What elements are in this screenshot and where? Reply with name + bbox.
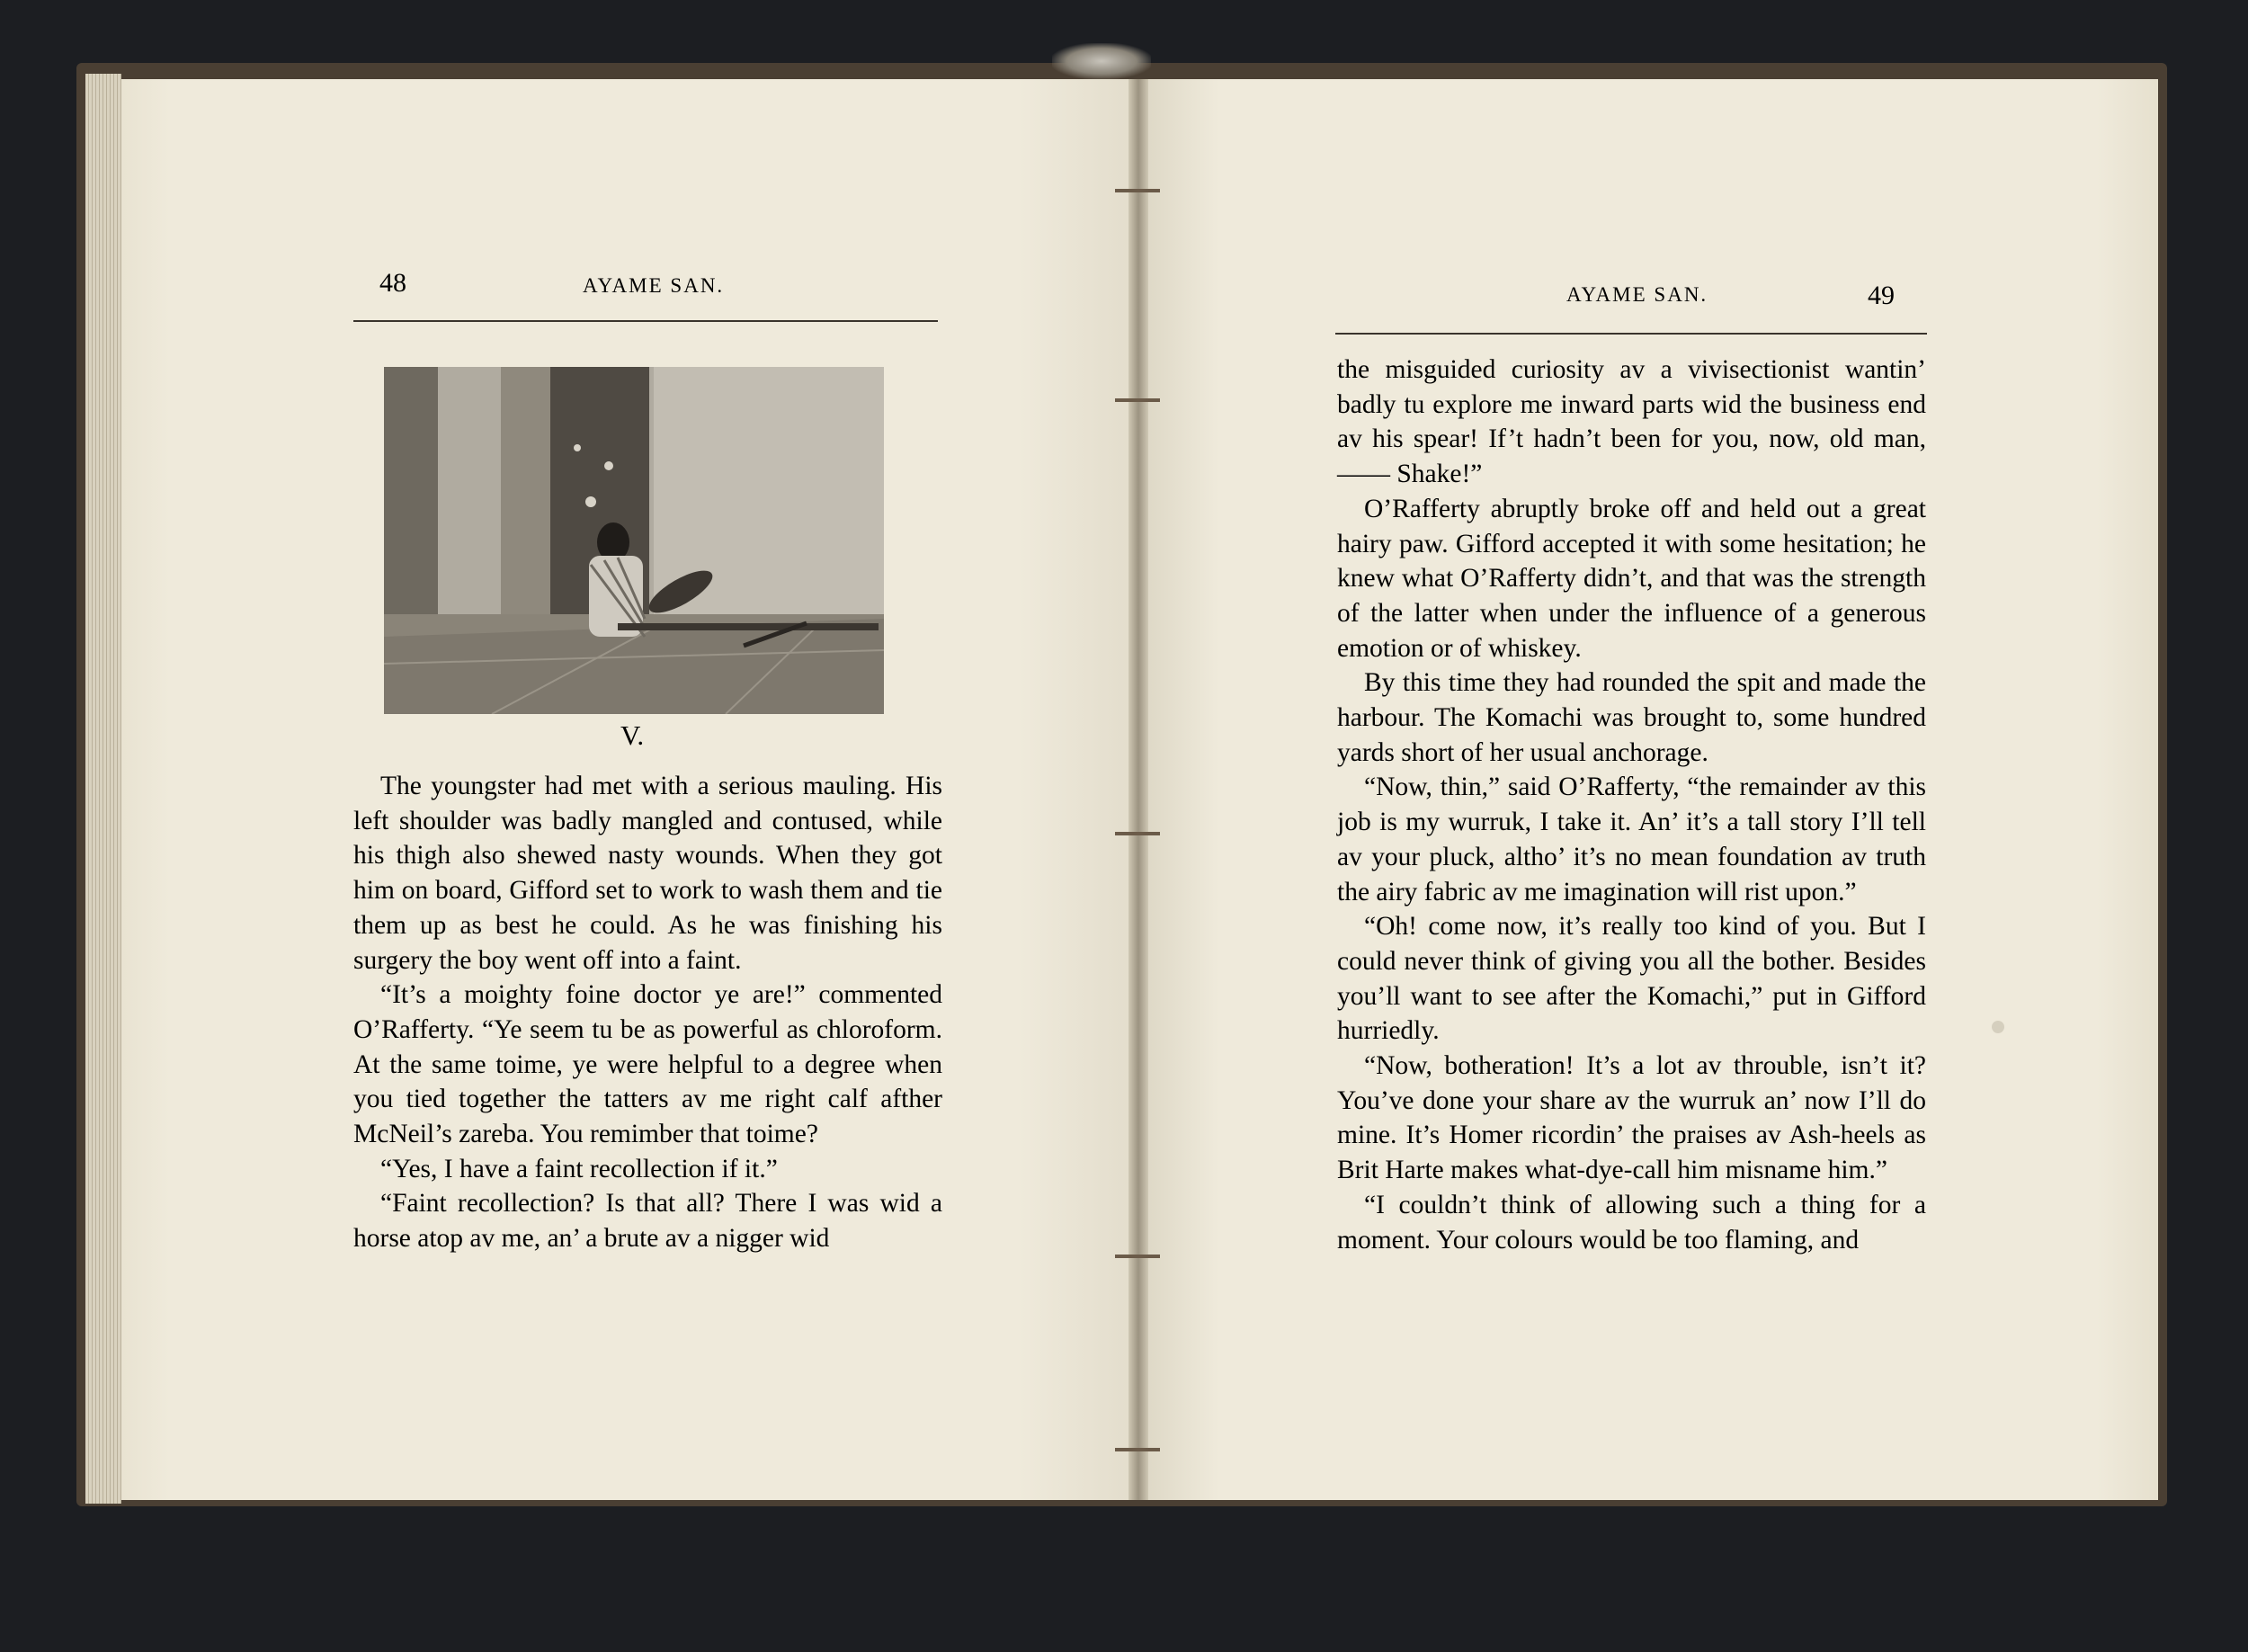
binding-stitch [1115, 832, 1160, 835]
paper-foxing-spot [1992, 1021, 2004, 1033]
paragraph: By this time they had rounded the spit and made the harbour. The Komachi was brought to, some hundred yards short of her usual anchorage. [1337, 668, 1926, 767]
paragraph: O’Rafferty abruptly broke off and held out a great hairy paw. Gifford accepted it with some hesitation; he knew what O’Rafferty didn’t, and that was the strength of the latter when under the influence of a generous emotion or of whiskey. [1337, 494, 1926, 663]
binding-stitch [1115, 189, 1160, 192]
spine-tear [1052, 43, 1151, 79]
left-running-head: AYAME SAN. [583, 274, 725, 297]
paragraph: “Yes, I have a faint recollection if it.” [380, 1154, 778, 1183]
paragraph: “Faint recollection? Is that all? There I was wid a horse atop av me, an’ a brute av a nigger wid [353, 1189, 942, 1254]
paragraph: The youngster had met with a serious mauling. His left shoulder was badly mangled and contused, while his thigh also shewed nasty wounds. When they got him on board, Gifford set to work to wash them and tie them up as best he could. As he was finishing his surgery the boy went off into a faint. [353, 772, 942, 975]
paragraph: “Now, botheration! It’s a lot av throuble, isn’t it? You’ve done your share av the wurruk an’ now I’ll do mine. It’s Homer ricordin’ the praises av Ash-heels as Brit Harte makes what-dye-call him misname him.” [1337, 1051, 1926, 1185]
right-head-rule [1335, 333, 1927, 335]
paragraph: “Oh! come now, it’s really too kind of you. But I could never think of giving you all the bother. Besides you’ll want to see after the Komachi,” put in Gifford hurriedly. [1337, 912, 1926, 1046]
binding-stitch [1115, 398, 1160, 402]
paragraph: “I couldn’t think of allowing such a thing for a moment. Your colours would be too flaming, and [1337, 1190, 1926, 1255]
plate-caption: V. [620, 719, 645, 751]
right-running-head: AYAME SAN. [1566, 283, 1708, 306]
spine-gutter [1128, 79, 1148, 1500]
photograph-woman-kneeling-icon [384, 367, 884, 714]
left-folio: 48 [379, 268, 406, 298]
binding-stitch [1115, 1255, 1160, 1258]
plate-photograph [384, 367, 884, 714]
right-folio: 49 [1868, 281, 1895, 310]
binding-stitch [1115, 1448, 1160, 1451]
paragraph: the misguided curiosity av a vivisectionist wantin’ badly tu explore me inward parts wid the business end av his spear! If’t hadn’t been for you, now, old man,—— Shake!” [1337, 355, 1926, 489]
page-edges [85, 74, 121, 1504]
paragraph: “Now, thin,” said O’Rafferty, “the remainder av this job is my wurruk, I take it. An’ it’s a tall story I’ll tell av your pluck, altho’ it’s no mean foundation av truth the airy fabric av me imagination will rist upon.” [1337, 772, 1926, 906]
right-text-block [1337, 353, 1926, 1257]
paragraph: “It’s a moighty foine doctor ye are!” commented O’Rafferty. “Ye seem tu be as powerful as chloroform. At the same toime, ye were helpful to a degree when you tied together the tatters av me right calf afther McNeil’s zareba. You remimber that toime? [353, 980, 942, 1149]
left-text-block [353, 769, 942, 1256]
left-head-rule [353, 320, 938, 322]
